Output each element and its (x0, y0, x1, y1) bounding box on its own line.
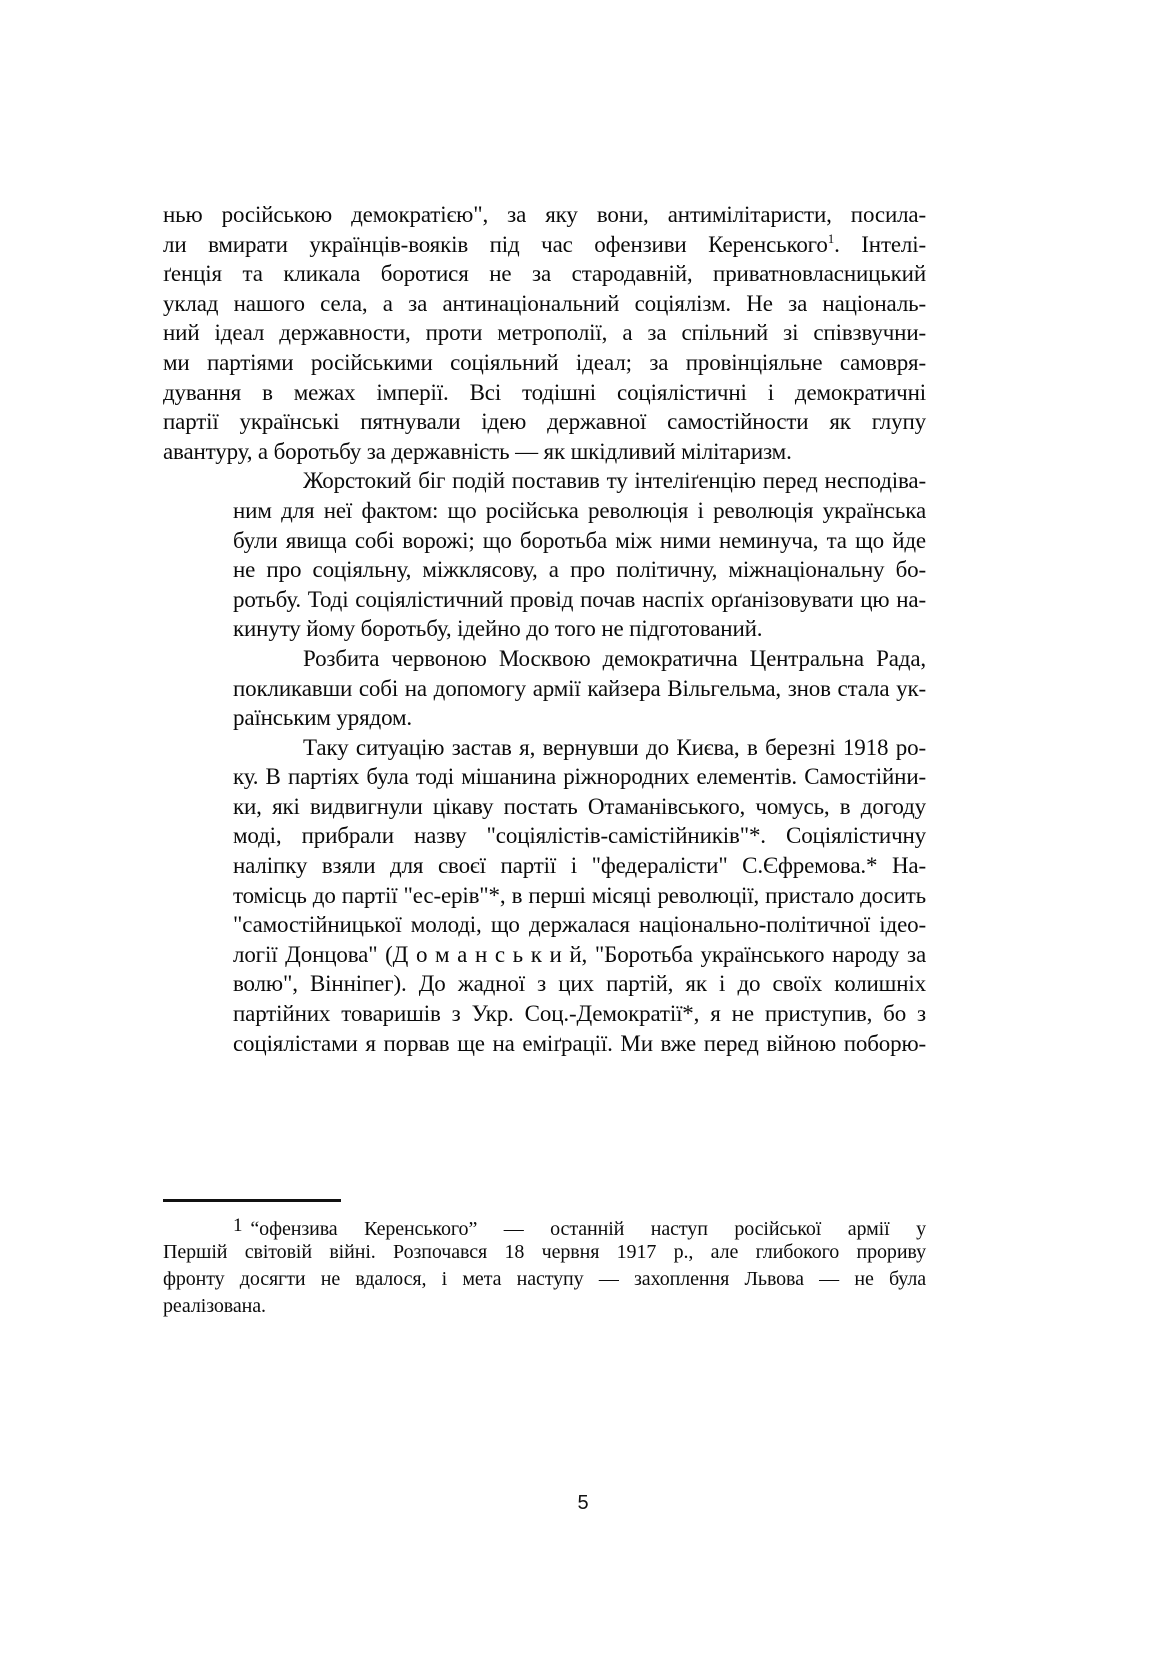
text-line: Жорстокий біг подій поставив ту інтеліґенцію перед несподіва- (303, 468, 926, 494)
text-line: ним для неї фактом: що російська революція і революція українська (233, 497, 926, 523)
text-line: були явища собі ворожі; що боротьба між ними неминуча, та що йде (233, 527, 926, 553)
footnote-separator (163, 1199, 341, 1202)
text-line: логії Донцова" (Д о м а н с ь к и й, "Боротьба українського народу за (233, 941, 926, 967)
text-line: ґенція та кликала боротися не за стародавній, приватновласницький (163, 261, 926, 287)
footnote-line (163, 1212, 926, 1239)
main-text (163, 200, 926, 1058)
text-segment: “офензива Керенського” — останній наступ російської армії у (250, 1218, 926, 1240)
text-line: ний ідеал державности, проти метрополії, а за спільний зі співзвучни- (163, 320, 926, 346)
text-line: не про соціяльну, міжклясову, а про політичну, міжнаціональну бо- (233, 557, 926, 583)
text-line: наліпку взяли для своєї партії і "федералісти" С.Єфремова.* На- (233, 853, 926, 879)
text-line: партійних товаришів з Укр. Соц.-Демократії*, я не приступив, бо з (233, 1001, 926, 1027)
text-line: партії українські пятнували ідею державної самостійности як глупу (163, 409, 926, 435)
text-line: ми партіями російськими соціяльний ідеал; за провінціяльне самовря- (163, 349, 926, 375)
text-line: дування в межах імперії. Всі тодішні соціялістичні і демократичні (163, 379, 926, 405)
text-line: уклад нашого села, а за антинаціональний соціялізм. Не за національ- (163, 290, 926, 316)
paragraph-1 (163, 200, 926, 466)
text-segment: . Інтелі- (834, 231, 926, 257)
text-line: томісць до партії "ес-ерів"*, в перші місяці революції, пристало досить (233, 882, 926, 908)
footnote-number: 1 (233, 1215, 243, 1236)
page-number: 5 (577, 1492, 589, 1514)
text-line: ку. В партіях була тоді мішанина ріжнородних елементів. Самостійни- (233, 764, 926, 790)
paragraph-4 (163, 733, 926, 1059)
footnote-line: фронту досягти не вдалося, і мета наступу — захоплення Львова — не була (163, 1268, 926, 1290)
paragraph-2 (163, 466, 926, 644)
text-line: "самостійницької молоді, що держалася національно-політичної ідео- (233, 912, 926, 938)
text-line: нью російською демократією", за яку вони, антимілітаристи, посила- (163, 202, 926, 227)
footnote (163, 1212, 926, 1320)
text-line: кинуту йому боротьбу, ідейно до того не підготований. (233, 616, 763, 642)
text-segment: ли вмирати українців-вояків під час офензиви Керенського (163, 231, 828, 257)
text-line: Таку ситуацію застав я, вернувши до Києва, в березні 1918 ро- (303, 734, 926, 760)
text-line: соціялістами я порвав ще на еміґрації. Ми вже перед війною поборю- (233, 1030, 926, 1056)
paragraph-3 (163, 644, 926, 733)
text-line: ки, які видвигнули цікаву постать Отаманівського, чомусь, в догоду (233, 793, 926, 819)
text-line: Розбита червоною Москвою демократична Центральна Рада, (303, 645, 926, 671)
text-line: моді, прибрали назву "соціялістів-самістійників"*. Соціялістичну (233, 823, 926, 849)
text-line: ротьбу. Тоді соціялістичний провід почав наспіх орґанізовувати цю на- (233, 586, 926, 612)
text-line: раїнським урядом. (233, 705, 412, 731)
text-line: авантуру, а боротьбу за державність — як шкідливий мілітаризм. (163, 438, 792, 464)
footnote-line: Першій світовій війні. Розпочався 18 червня 1917 р., але глибокого прориву (163, 1241, 926, 1263)
footnote-line: реалізована. (163, 1295, 266, 1317)
text-line: покликавши собі на допомогу армії кайзера Вільгельма, знов стала ук- (233, 675, 926, 701)
footnote-reference[interactable]: 1 (827, 230, 835, 246)
text-line: волю", Вінніпег). До жадної з цих партій, як і до своїх колишніх (233, 971, 926, 997)
text-line (163, 230, 926, 260)
